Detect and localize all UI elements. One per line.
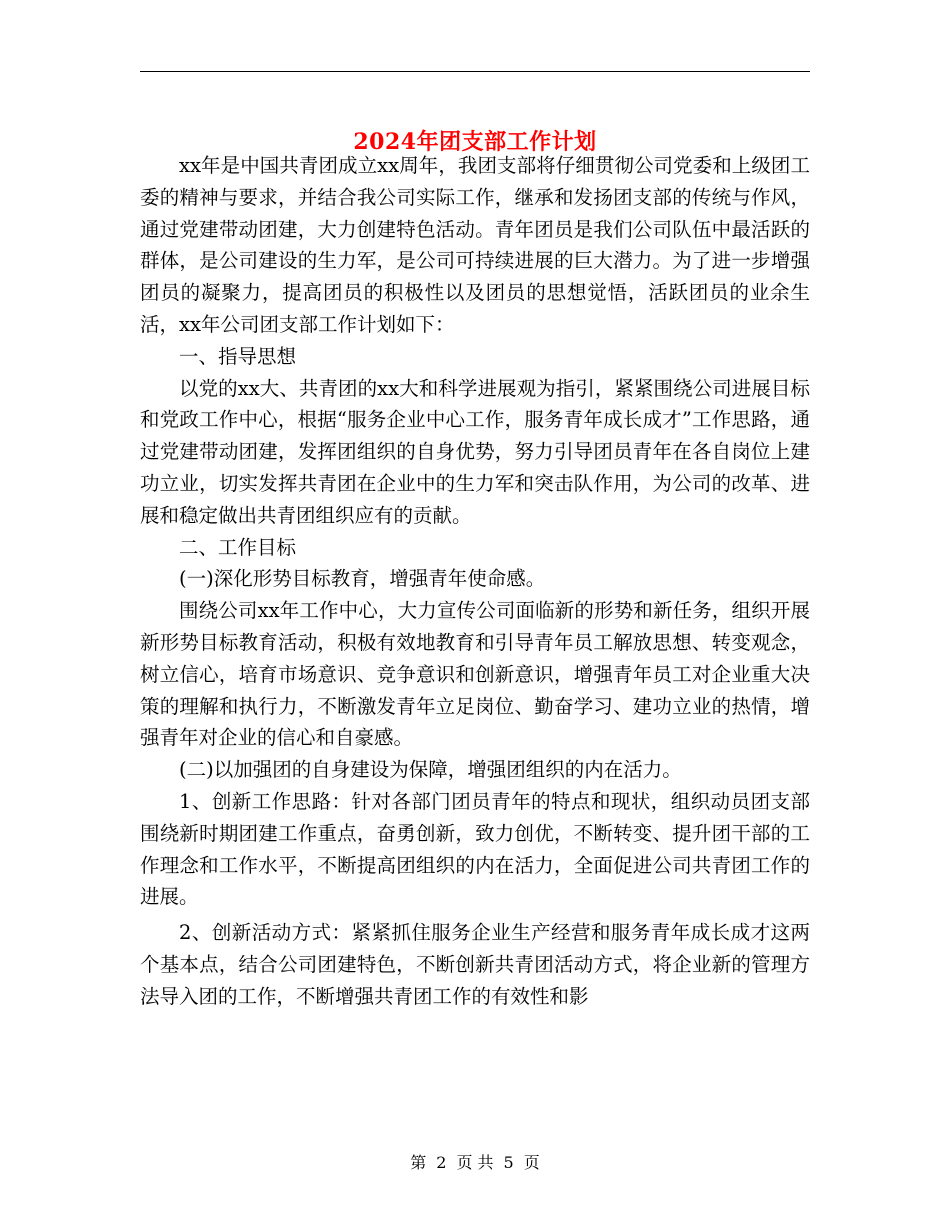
footer-current-page: 2 — [436, 1153, 447, 1172]
footer-total-pages: 5 — [503, 1153, 514, 1172]
header-rule — [140, 71, 810, 72]
section-heading-guiding-thought: 一、指导思想 — [179, 344, 297, 368]
document-body — [140, 150, 810, 1013]
paragraph-innovate-thinking: 1、创新工作思路：针对各部门团员青年的特点和现状，组织动员团支部围绕新时期团建工作重点，奋勇创新，致力创优，不断转变、提升团干部的工作理念和工作水平，不断提高团组织的内在活力，全面促进公司共青团工作的进展。 — [140, 789, 810, 909]
footer-suffix: 页 — [523, 1153, 540, 1172]
subheading-goal-1: (一)深化形势目标教育，增强青年使命感。 — [179, 567, 546, 591]
subheading-goal-2: (二)以加强团的自身建设为保障，增强团组织的内在活力。 — [179, 758, 682, 782]
paragraph-guiding-thought: 以党的xx大、共青团的xx大和科学进展观为指引，紧紧围绕公司进展目标和党政工作中心，根据“服务企业中心工作，服务青年成长成才”工作思路，通过党建带动团建，发挥团组织的自身优势，努力引导团员青年在各自岗位上建功立业，切实发挥共青团在企业中的生力军和突击队作用，为公司的改革、进展和稳定做出共青团组织应有的贡献。 — [140, 376, 810, 527]
page-footer — [140, 1152, 810, 1174]
paragraph-goal-1: 围绕公司xx年工作中心，大力宣传公司面临新的形势和新任务，组织开展新形势目标教育活动，积极有效地教育和引导青年员工解放思想、转变观念，树立信心，培育市场意识、竞争意识和创新意识，增强青年员工对企业重大决策的理解和执行力，不断激发青年立足岗位、勤奋学习、建功立业的热情，增强青年对企业的信心和自豪感。 — [140, 599, 810, 750]
paragraph-intro: xx年是中国共青团成立xx周年，我团支部将仔细贯彻公司党委和上级团工委的精神与要求，并结合我公司实际工作，继承和发扬团支部的传统与作风，通过党建带动团建，大力创建特色活动。青年团员是我们公司队伍中最活跃的群体，是公司建设的生力军，是公司可持续进展的巨大潜力。为了进一步增强团员的凝聚力，提高团员的积极性以及团员的思想觉悟，活跃团员的业余生活，xx年公司团支部工作计划如下： — [140, 154, 810, 336]
section-heading-work-goals: 二、工作目标 — [179, 535, 297, 559]
document-title: 2024年团支部工作计划 — [353, 128, 597, 155]
footer-prefix: 第 — [410, 1153, 427, 1172]
footer-middle: 页 共 — [456, 1153, 494, 1172]
paragraph-innovate-activities: 2、创新活动方式：紧紧抓住服务企业生产经营和服务青年成长成才这两个基本点，结合公司团建特色，不断创新共青团活动方式，将企业新的管理方法导入团的工作，不断增强共青团工作的有效性和影 — [140, 921, 810, 1008]
